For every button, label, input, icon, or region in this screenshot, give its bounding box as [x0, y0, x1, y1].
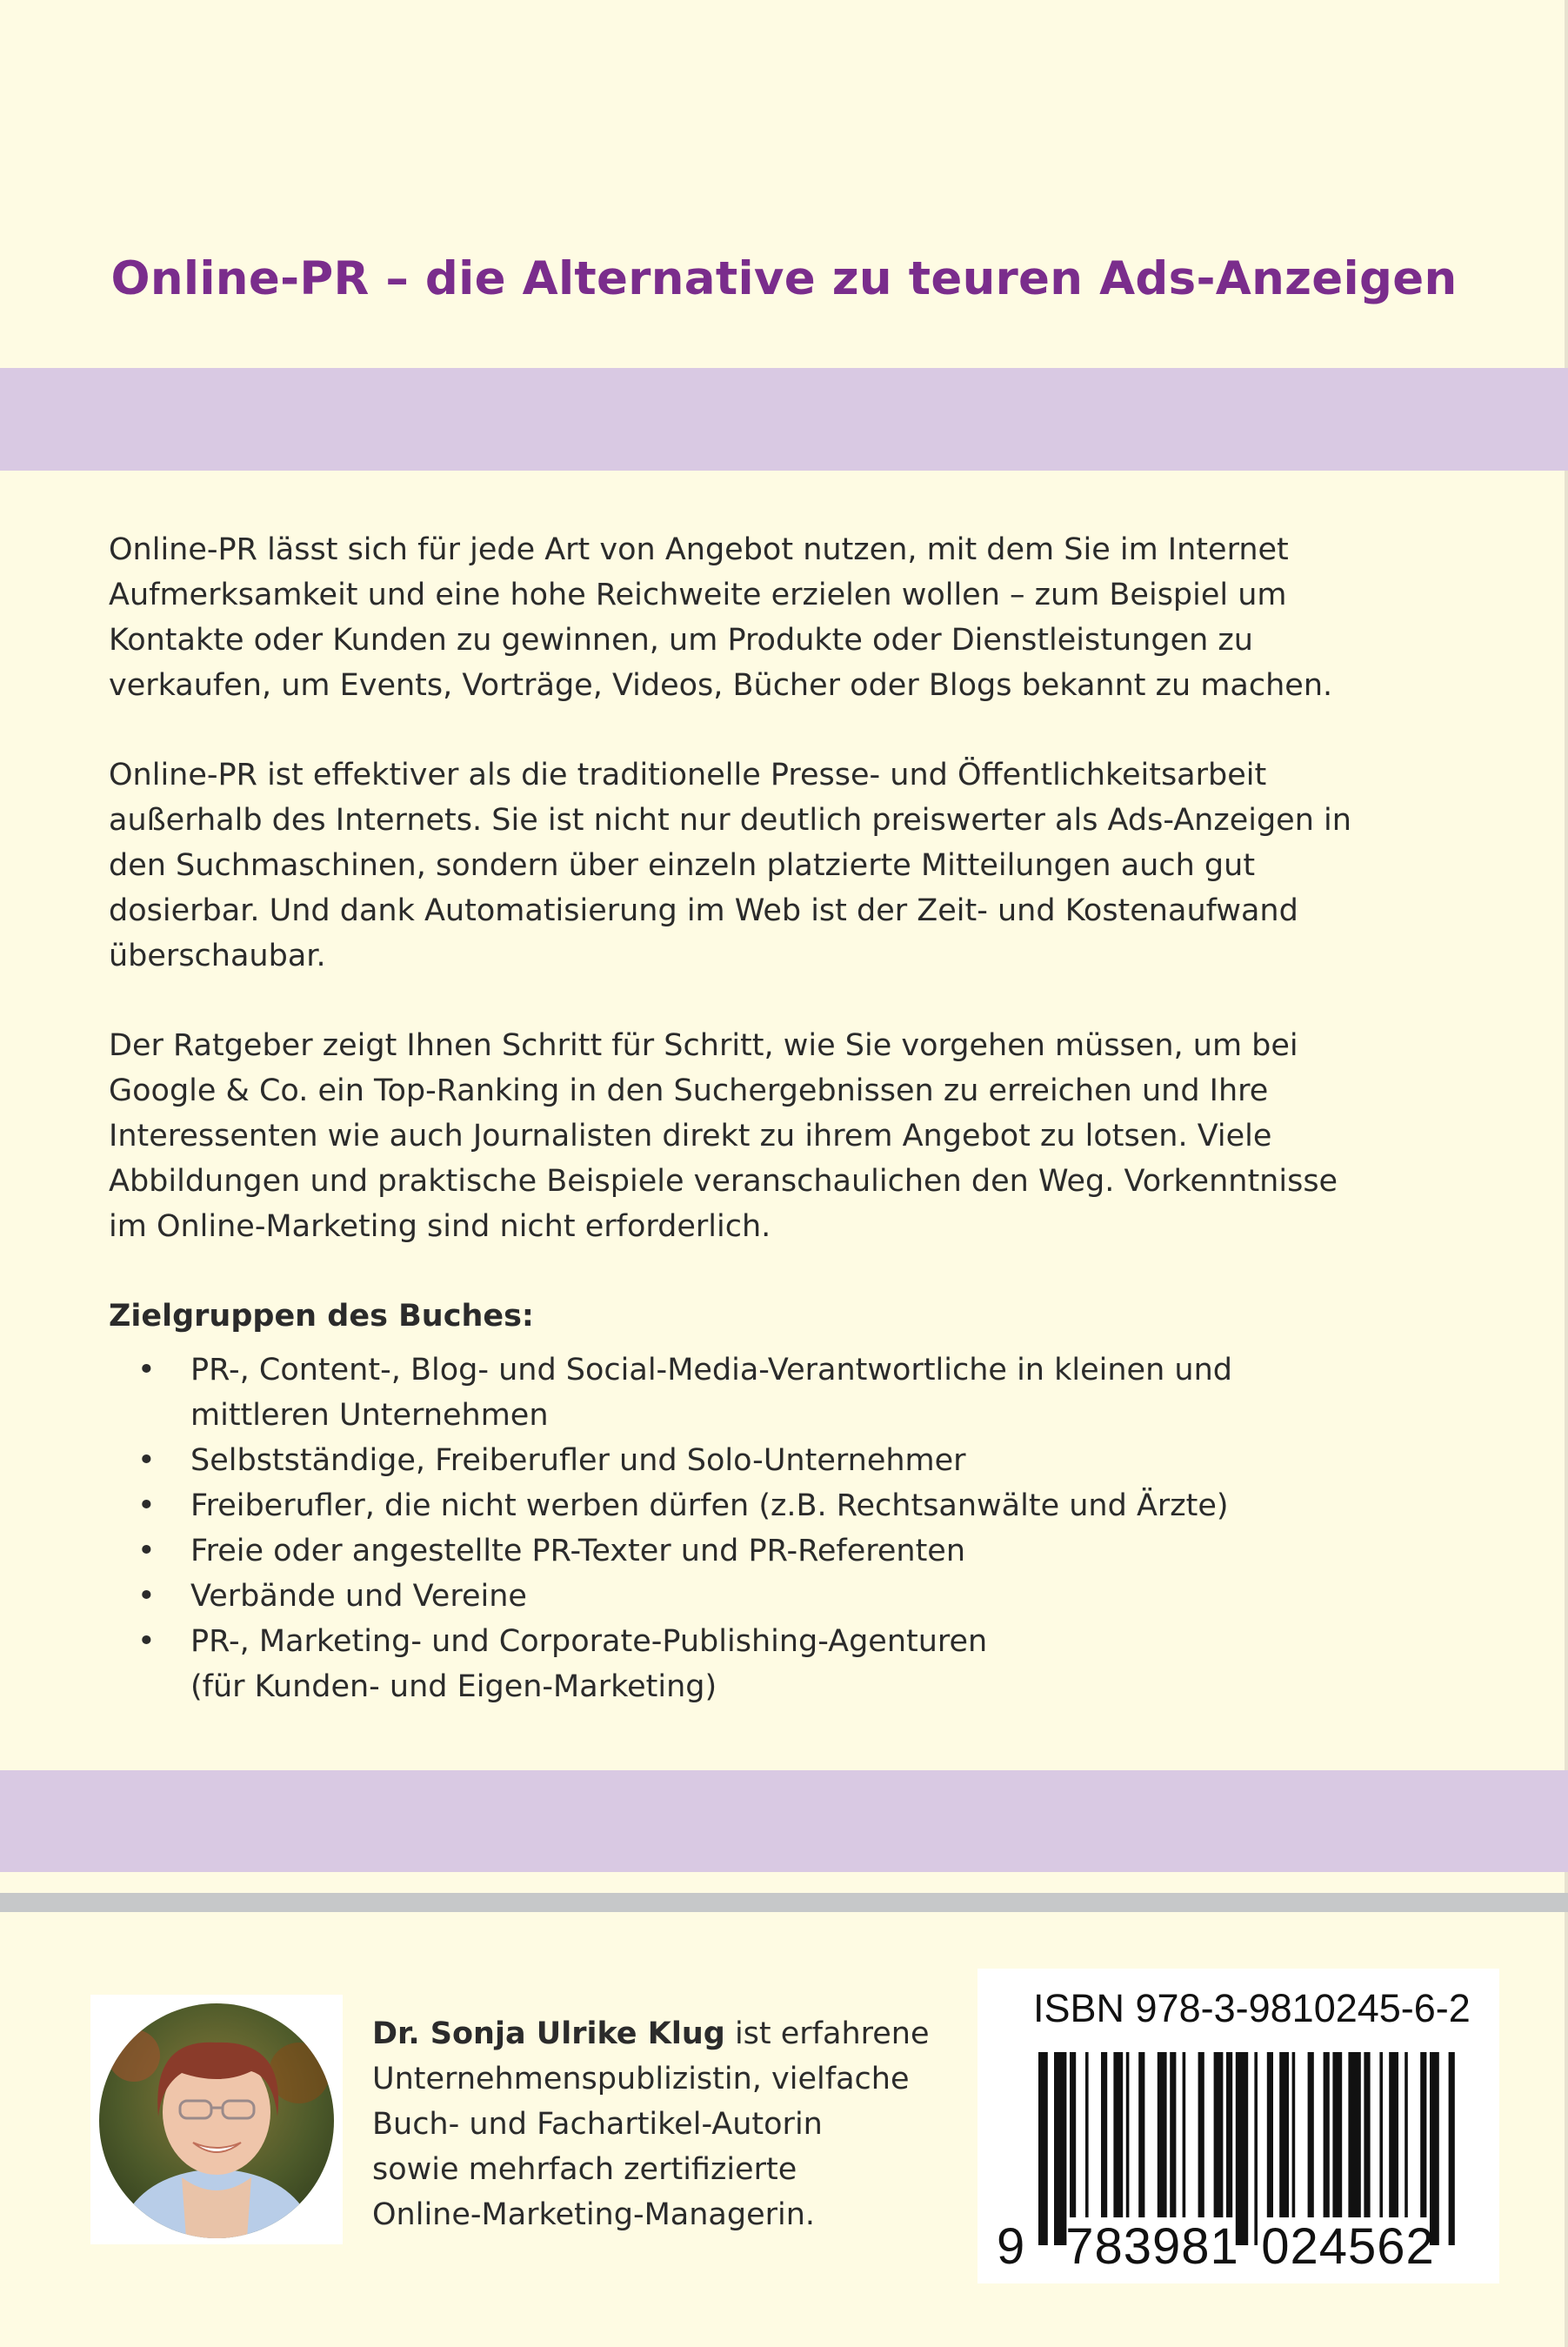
list-item: [109, 1528, 1465, 1574]
list-item: [109, 1483, 1465, 1528]
paragraph-line: Kontakte oder Kunden zu gewinnen, um Produkte oder Dienstleistungen zu: [109, 623, 1253, 658]
paragraph-line: Interessenten wie auch Journalisten direkt zu ihrem Angebot zu lotsen. Viele: [109, 1119, 1272, 1153]
barcode-bar: [1226, 2052, 1232, 2217]
barcode-bar: [1054, 2052, 1066, 2245]
bio-line: ist erfahrene: [724, 2016, 930, 2051]
bullet-icon: •: [137, 1579, 156, 1614]
bio-line: Buch- und Fachartikel-Autorin: [372, 2107, 823, 2142]
barcode-bar: [1279, 2052, 1289, 2217]
barcode-bar: [1070, 2052, 1076, 2217]
bottom-lilac-band: [0, 1770, 1568, 1872]
barcode-bar: [1324, 2052, 1330, 2217]
paragraph-2: [109, 752, 1465, 979]
barcode-bar: [1379, 2052, 1383, 2217]
paragraph-line: den Suchmaschinen, sondern über einzeln platzierte Mitteilungen auch gut: [109, 848, 1256, 883]
barcode-bar: [1113, 2052, 1123, 2217]
barcode-bar: [1085, 2052, 1089, 2217]
barcode-bar: [1348, 2052, 1360, 2217]
blurb-content: [109, 527, 1465, 1709]
barcode-bar: [1126, 2052, 1130, 2217]
paragraph-line: Online-PR ist effektiver als die traditionelle Presse- und Öffentlichkeitsarbeit: [109, 758, 1267, 792]
barcode-bar: [1405, 2052, 1408, 2217]
barcode-bar: [1430, 2052, 1439, 2245]
target-groups-list: [109, 1347, 1465, 1709]
barcode-bar: [1038, 2052, 1048, 2245]
barcode-bar: [1308, 2052, 1314, 2217]
isbn-number: ISBN 978-3-9810245-6-2: [1033, 1986, 1471, 2030]
barcode-bar: [1332, 2052, 1342, 2217]
target-groups-heading: Zielgruppen des Buches:: [109, 1299, 534, 1334]
barcode-bar: [1101, 2052, 1107, 2217]
isbn-barcode: [977, 1969, 1499, 2283]
author-photo-frame: [90, 1995, 343, 2244]
barcode-bar: [1138, 2052, 1144, 2217]
gray-divider-strip: [0, 1893, 1568, 1912]
list-item-line: Verbände und Vereine: [190, 1579, 527, 1614]
barcode-bar: [1267, 2052, 1273, 2217]
barcode-bar: [1389, 2052, 1398, 2217]
paragraph-line: im Online-Marketing sind nicht erforderlich.: [109, 1209, 771, 1244]
barcode-bar: [1214, 2052, 1224, 2217]
barcode-bar: [1236, 2052, 1248, 2245]
list-item: [109, 1438, 1465, 1483]
list-item-line: PR-, Marketing- und Corporate-Publishing-Agenturen: [190, 1624, 988, 1659]
bio-line: sowie mehrfach zertifizierte: [372, 2152, 797, 2187]
barcode-bar: [1183, 2052, 1186, 2217]
author-portrait-icon: [99, 2003, 334, 2238]
list-item-line: PR-, Content-, Blog- und Social-Media-Verantwortliche in kleinen und: [190, 1353, 1232, 1387]
paragraph-line: Aufmerksamkeit und eine hohe Reichweite erzielen wollen – zum Beispiel um: [109, 578, 1287, 612]
paragraph-line: überschaubar.: [109, 939, 326, 973]
list-item-line: Freiberufler, die nicht werben dürfen (z.B. Rechtsanwälte und Ärzte): [190, 1488, 1229, 1523]
author-bio: [372, 2011, 964, 2237]
bullet-icon: •: [137, 1534, 156, 1568]
bullet-icon: •: [137, 1488, 156, 1523]
barcode-bar: [1170, 2052, 1176, 2217]
list-item-line: Freie oder angestellte PR-Texter und PR-Referenten: [190, 1534, 966, 1568]
list-item-line: Selbstständige, Freiberufler und Solo-Unternehmer: [190, 1443, 966, 1478]
bullet-icon: •: [137, 1443, 156, 1478]
barcode-right-digits: 024562: [1261, 2218, 1435, 2275]
barcode-bar: [1254, 2052, 1258, 2245]
paragraph-line: Abbildungen und praktische Beispiele veranschaulichen den Weg. Vorkenntnisse: [109, 1164, 1338, 1199]
list-item-line: mittleren Unternehmen: [190, 1398, 549, 1433]
right-edge-border: [1565, 0, 1568, 2347]
bio-line: Online-Marketing-Managerin.: [372, 2197, 816, 2232]
barcode-left-digits: 783981: [1065, 2218, 1239, 2275]
paragraph-line: Der Ratgeber zeigt Ihnen Schritt für Schritt, wie Sie vorgehen müssen, um bei: [109, 1028, 1298, 1063]
barcode-bar: [1158, 2052, 1167, 2217]
paragraph-line: Google & Co. ein Top-Ranking in den Suchergebnissen zu erreichen und Ihre: [109, 1073, 1269, 1108]
barcode-bar: [1292, 2052, 1296, 2217]
bullet-icon: •: [137, 1624, 156, 1659]
paragraph-line: dosierbar. Und dank Automatisierung im Web ist der Zeit- und Kostenaufwand: [109, 893, 1298, 928]
top-lilac-band: [0, 368, 1568, 471]
barcode-bar: [1364, 2052, 1370, 2217]
list-item: [109, 1347, 1465, 1438]
bio-line: Unternehmenspublizistin, vielfache: [372, 2062, 910, 2096]
list-item: [109, 1619, 1465, 1709]
barcode-bar: [1449, 2052, 1455, 2245]
barcode-first-digit: 9: [997, 2218, 1025, 2275]
barcode-bar: [1198, 2052, 1204, 2217]
list-item-line: (für Kunden- und Eigen-Marketing): [190, 1669, 717, 1704]
paragraph-line: Online-PR lässt sich für jede Art von Angebot nutzen, mit dem Sie im Internet: [109, 532, 1289, 567]
book-title: Online-PR – die Alternative zu teuren Ads-Anzeigen: [110, 252, 1458, 305]
paragraph-1: [109, 527, 1465, 708]
paragraph-line: verkaufen, um Events, Vorträge, Videos, Bücher oder Blogs bekannt zu machen.: [109, 668, 1333, 703]
author-photo: [99, 2003, 334, 2238]
barcode-bar: [1420, 2052, 1426, 2217]
paragraph-line: außerhalb des Internets. Sie ist nicht nur deutlich preiswerter als Ads-Anzeigen in: [109, 803, 1351, 838]
author-name: Dr. Sonja Ulrike Klug: [372, 2016, 725, 2051]
paragraph-3: [109, 1023, 1465, 1249]
list-item: [109, 1574, 1465, 1619]
bullet-icon: •: [137, 1353, 156, 1387]
